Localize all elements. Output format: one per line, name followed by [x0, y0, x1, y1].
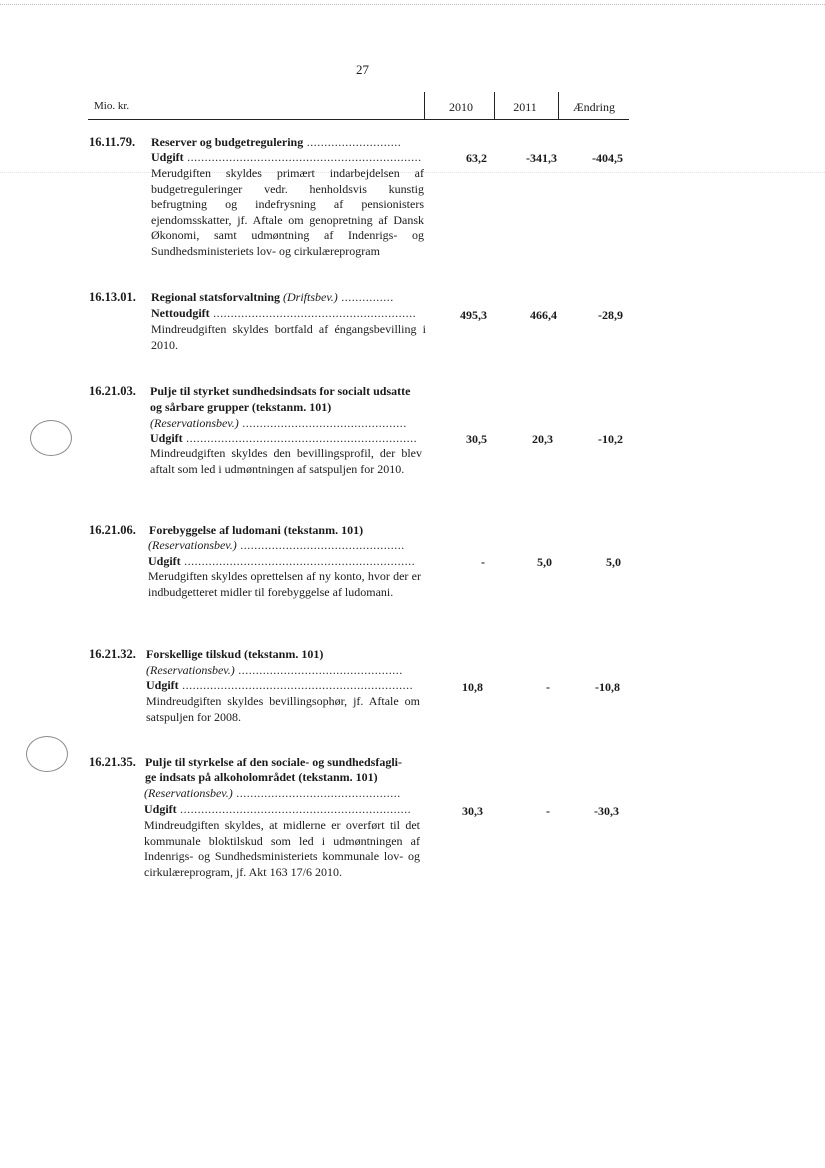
- leader-dots: ...............................................: [236, 538, 405, 552]
- amount-label-line: [148, 554, 415, 569]
- value-2011: -: [546, 680, 550, 694]
- value-2010: 30,3: [462, 804, 483, 818]
- amount-label-line: [144, 802, 411, 817]
- item-description: Mindreudgiften skyldes, at midlerne er overført til det kommunale bloktilskud som led i udmøntningen af Indenrigs- og Sundhedsministeriets kommunale lov- og cirkulæreprogram, jf. Akt 163 17/6 2010.: [144, 818, 420, 879]
- leader-dots: ...................................................................: [183, 150, 422, 164]
- value-change: -28,9: [598, 308, 623, 322]
- item-title-line2: og sårbare grupper (tekstanm. 101): [150, 400, 332, 414]
- item-title: Reserver og budgetregulering: [151, 135, 304, 149]
- appropriation-type-line: [146, 663, 403, 678]
- appropriation-type-line: [148, 538, 405, 553]
- column-header-2011: 2011: [513, 100, 537, 114]
- table-header: [88, 92, 629, 120]
- scan-edge-top: [0, 4, 825, 5]
- amount-label: Udgift: [148, 554, 181, 568]
- amount-label: Udgift: [146, 678, 179, 692]
- item-description: Merudgiften skyldes oprettelsen af ny konto, hvor der er indbudgetteret midler til forebyggelse af ludomani.: [148, 569, 421, 599]
- leader-dots: ..................................................................: [176, 802, 412, 816]
- item-title-line1: Pulje til styrkelse af den sociale- og sundhedsfagli-: [145, 755, 402, 769]
- value-2010: -: [481, 555, 485, 569]
- account-code: 16.21.32.: [89, 647, 136, 661]
- account-code: 16.21.35.: [89, 755, 136, 769]
- value-2011: 5,0: [537, 555, 552, 569]
- account-code: 16.11.79.: [89, 135, 136, 149]
- amount-label: Udgift: [151, 150, 184, 164]
- item-title: Forskellige tilskud (tekstanm. 101): [146, 647, 324, 661]
- leader-dots: ...............................................: [232, 786, 401, 800]
- header-rule: [88, 119, 629, 120]
- item-title-line2: ge indsats på alkoholområdet (tekstanm. 101): [145, 770, 378, 784]
- item-title-line1: Pulje til styrket sundhedsindsats for socialt udsatte: [150, 384, 411, 398]
- value-2011: 466,4: [530, 308, 557, 322]
- column-divider: [424, 92, 425, 120]
- item-description: Mindreudgiften skyldes den bevillingsprofil, der blev aftalt som led i udmøntningen af satspuljen for 2010.: [150, 446, 422, 476]
- leader-dots: ..........................................................: [209, 306, 417, 320]
- value-2011: -341,3: [526, 151, 557, 165]
- appropriation-type: (Reservationsbev.): [148, 538, 237, 552]
- value-2011: 20,3: [532, 432, 553, 446]
- page-number: 27: [356, 62, 369, 77]
- punch-hole-upper: [30, 420, 72, 456]
- value-change: -404,5: [592, 151, 623, 165]
- value-2010: 10,8: [462, 680, 483, 694]
- account-code: 16.13.01.: [89, 290, 136, 304]
- value-change: -30,3: [594, 804, 619, 818]
- item-title: Regional statsforvaltning: [151, 290, 280, 304]
- item-title-line: [151, 290, 394, 305]
- leader-dots: ..................................................................: [182, 431, 418, 445]
- amount-label-line: [146, 678, 413, 693]
- amount-label: Udgift: [144, 802, 177, 816]
- unit-label: Mio. kr.: [94, 100, 130, 112]
- item-description: Mindreudgiften skyldes bortfald af éngangsbevilling i 2010.: [151, 322, 426, 352]
- item-description: Mindreudgiften skyldes bevillingsophør, jf. Aftale om satspuljen for 2008.: [146, 694, 420, 724]
- amount-label-line: [151, 150, 422, 165]
- appropriation-type-line: [144, 786, 401, 801]
- value-2010: 495,3: [460, 308, 487, 322]
- amount-label-line: [151, 306, 416, 321]
- item-title: Forebyggelse af ludomani (tekstanm. 101): [149, 523, 364, 537]
- account-code: 16.21.03.: [89, 384, 136, 398]
- punch-hole-lower: [26, 736, 68, 772]
- appropriation-type: (Reservationsbev.): [146, 663, 235, 677]
- column-header-2010: 2010: [449, 100, 473, 114]
- item-description: Merudgiften skyldes primært indarbejdelsen af budgetreguleringer vedr. henholdsvis kunstig befrugtning og indefrysning af pensionisters ejendomsskatter, jf. Aftale om genopretning af Dansk Økonomi, samt udmøntning af Indenrigs- og Sundhedsministeriets lov- og cirkulæreprogram: [151, 166, 424, 258]
- value-2010: 30,5: [466, 432, 487, 446]
- value-2011: -: [546, 804, 550, 818]
- amount-label-line: [150, 431, 417, 446]
- item-title-qualifier: (Driftsbev.): [283, 290, 338, 304]
- leader-dots: ...............................................: [238, 416, 407, 430]
- value-2010: 63,2: [466, 151, 487, 165]
- amount-label: Udgift: [150, 431, 183, 445]
- appropriation-type-line: [150, 416, 407, 431]
- appropriation-type: (Reservationsbev.): [144, 786, 233, 800]
- leader-dots: ...............................................: [234, 663, 403, 677]
- item-title-line: [151, 135, 401, 150]
- leader-dots: ..................................................................: [180, 554, 416, 568]
- leader-dots: ..................................................................: [178, 678, 414, 692]
- value-change: -10,8: [595, 680, 620, 694]
- value-change: 5,0: [606, 555, 621, 569]
- leader-dots: ...........................: [303, 135, 402, 149]
- value-change: -10,2: [598, 432, 623, 446]
- account-code: 16.21.06.: [89, 523, 136, 537]
- amount-label: Nettoudgift: [151, 306, 210, 320]
- leader-dots: ...............: [337, 290, 394, 304]
- appropriation-type: (Reservationsbev.): [150, 416, 239, 430]
- column-header-change: Ændring: [573, 100, 615, 114]
